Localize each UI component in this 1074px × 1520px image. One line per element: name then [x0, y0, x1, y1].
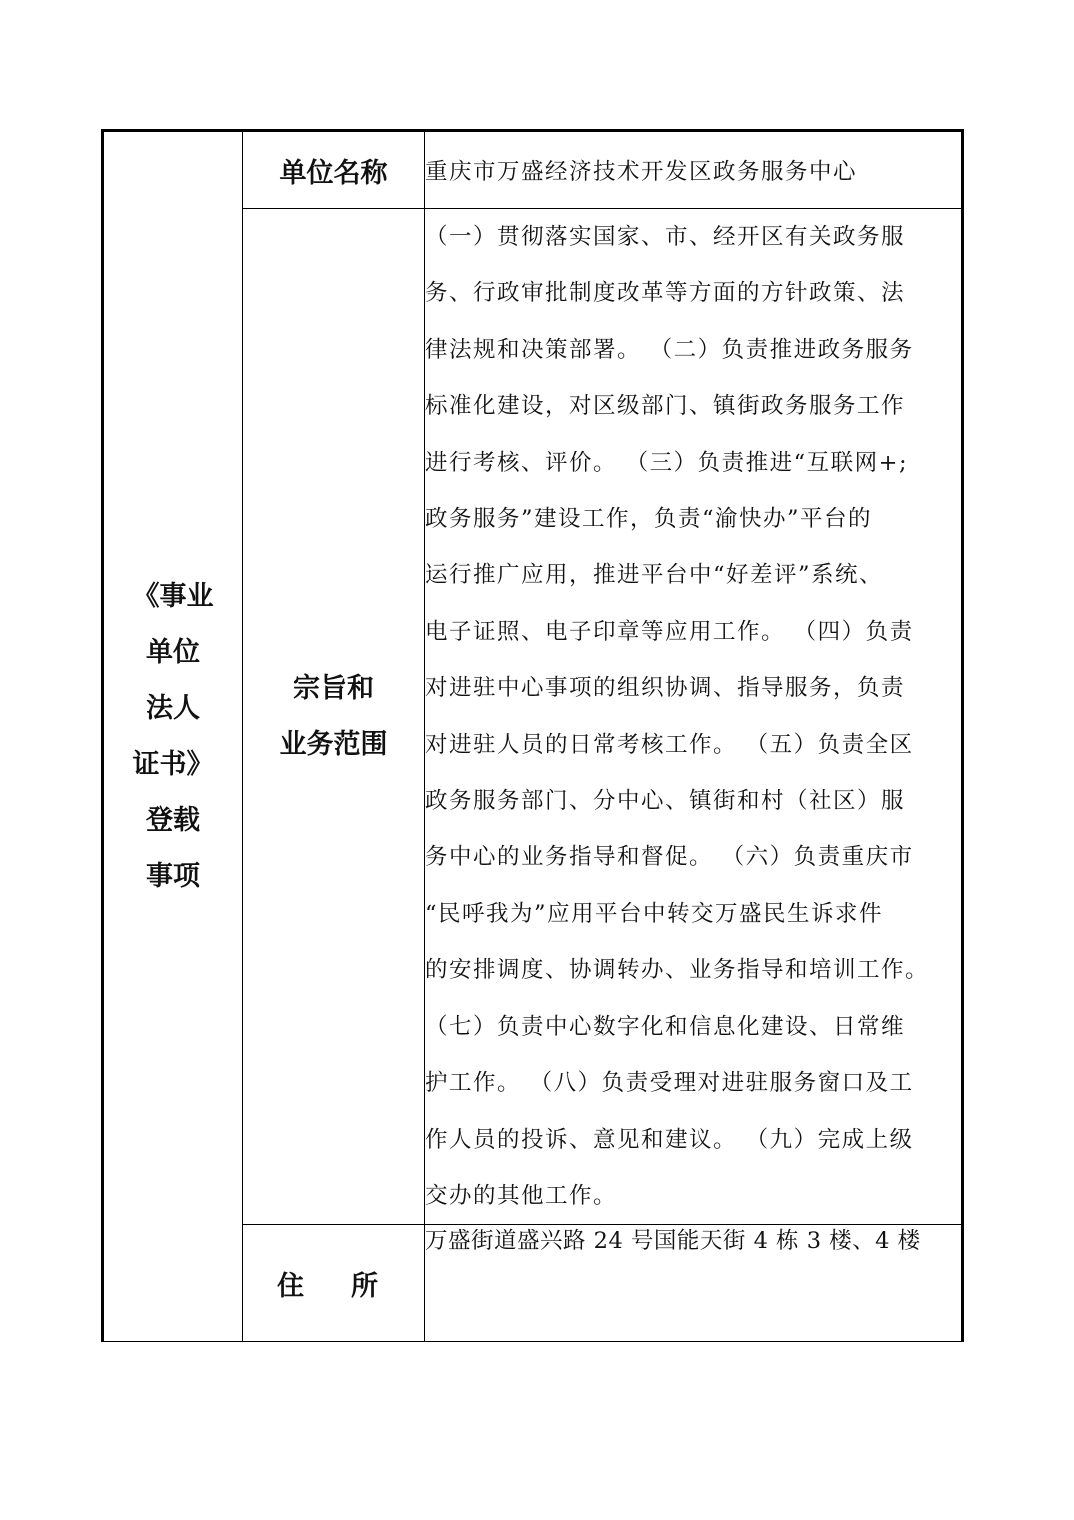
scope-line: 政务服务部门、分中心、镇街和村（社区）服 — [425, 788, 906, 815]
scope-line: （七）负责中心数字化和信息化建设、日常维 — [425, 1013, 906, 1040]
section-label-line: 证书》 — [132, 748, 214, 780]
scope-line: 的安排调度、协调转办、业务指导和培训工作。 — [425, 957, 930, 984]
unit-name-row — [103, 131, 963, 209]
section-label-line: 单位 — [146, 636, 200, 668]
unit-name-label: 单位名称 — [243, 131, 425, 209]
scope-line: 交办的其他工作。 — [425, 1182, 618, 1209]
scope-line: 务、行政审批制度改革等方面的方针政策、法 — [425, 280, 906, 307]
scope-line: 对进驻中心事项的组织协调、指导服务，负责 — [425, 675, 906, 702]
scope-line: 政务服务”建设工作，负责“渝快办”平台的 — [425, 506, 873, 533]
address-value: 万盛街道盛兴路 24 号国能天街 4 栋 3 楼、4 楼 — [425, 1225, 963, 1342]
scope-line: 务中心的业务指导和督促。 （六）负责重庆市 — [425, 844, 914, 871]
unit-name-value: 重庆市万盛经济技术开发区政务服务中心 — [425, 131, 963, 209]
address-label-char: 所 — [351, 1270, 378, 1302]
scope-line: 标准化建设，对区级部门、镇街政务服务工作 — [425, 393, 906, 420]
scope-line: 护工作。 （八）负责受理对进驻服务窗口及工 — [425, 1070, 914, 1097]
scope-line: （一）贯彻落实国家、市、经开区有关政务服 — [425, 224, 906, 250]
scope-line: 电子证照、电子印章等应用工作。 （四）负责 — [425, 618, 914, 645]
scope-label — [243, 209, 425, 1225]
section-label-line: 事项 — [146, 860, 200, 892]
section-label-line: 登载 — [146, 804, 200, 836]
section-label-line: 法人 — [146, 692, 200, 724]
registration-table — [101, 129, 964, 1342]
scope-line: 律法规和决策部署。 （二）负责推进政务服务 — [425, 336, 914, 363]
scope-line: “民呼我为”应用平台中转交万盛民生诉求件 — [425, 900, 884, 927]
address-label — [243, 1225, 425, 1342]
scope-text — [425, 209, 963, 1225]
scope-line: 作人员的投诉、意见和建议。 （九）完成上级 — [425, 1126, 914, 1153]
scope-line: 运行推广应用，推进平台中“好差评”系统、 — [425, 562, 884, 589]
section-label-line: 《事业 — [132, 580, 214, 612]
address-label-char: 住 — [277, 1270, 304, 1302]
scope-line: 进行考核、评价。 （三）负责推进“互联网+; — [425, 449, 909, 476]
section-label — [103, 131, 243, 1342]
scope-label-line: 业务范围 — [279, 728, 388, 760]
scope-line: 对进驻人员的日常考核工作。 （五）负责全区 — [425, 731, 914, 758]
scope-label-line: 宗旨和 — [293, 672, 374, 704]
